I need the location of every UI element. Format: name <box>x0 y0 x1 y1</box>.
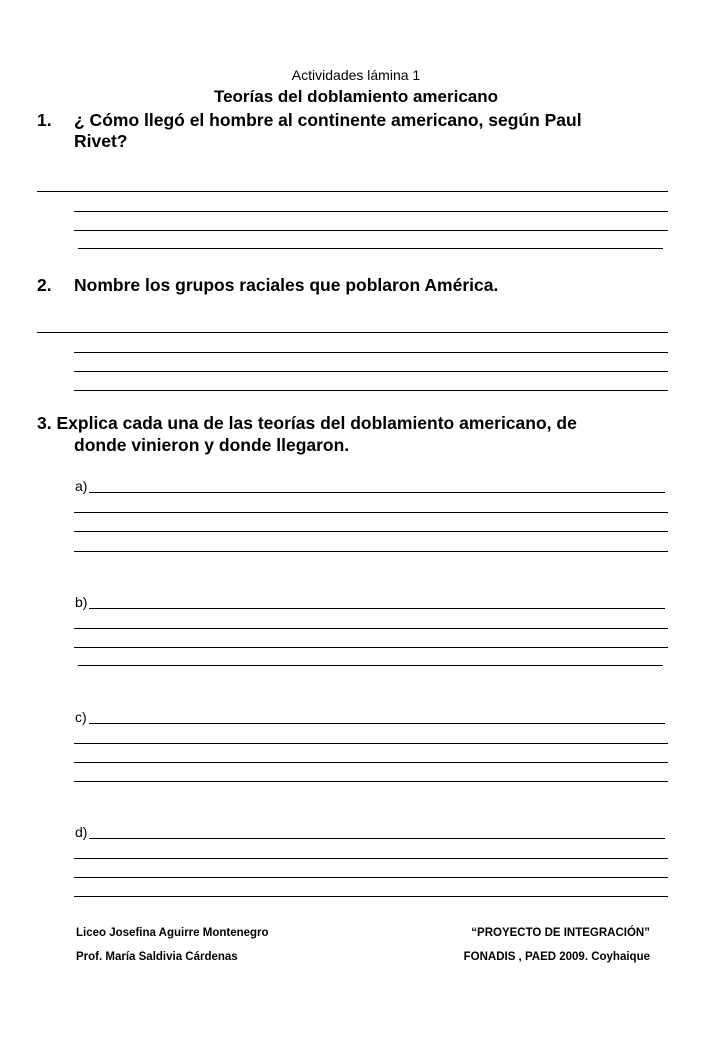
question-2-number: 2. <box>37 275 52 295</box>
answer-line <box>74 762 668 763</box>
part-c-label: c) <box>75 709 87 725</box>
answer-line <box>89 492 665 493</box>
question-3-text-line2: donde vinieron y donde llegaron. <box>74 435 350 455</box>
answer-line <box>74 781 668 782</box>
answer-line <box>74 647 668 648</box>
answer-line <box>74 352 668 353</box>
answer-line <box>78 665 663 666</box>
footer-school: Liceo Josefina Aguirre Montenegro <box>76 927 269 939</box>
question-3-number: 3. <box>37 413 52 433</box>
answer-line <box>37 332 668 333</box>
answer-line <box>74 390 668 391</box>
part-a-label: a) <box>75 478 88 494</box>
worksheet-subtitle: Actividades lámina 1 <box>291 67 421 83</box>
answer-line <box>89 608 665 609</box>
answer-line <box>78 248 663 249</box>
question-2-text: Nombre los grupos raciales que poblaron América. <box>74 275 499 295</box>
answer-line <box>74 211 668 212</box>
question-1-number: 1. <box>37 110 52 130</box>
worksheet-title: Teorías del doblamiento americano <box>213 87 499 106</box>
question-1-text <box>74 110 674 152</box>
question-3-text <box>37 412 668 456</box>
answer-line <box>89 838 665 839</box>
answer-line <box>74 230 668 231</box>
answer-line <box>89 723 665 724</box>
answer-line <box>74 743 668 744</box>
answer-line <box>37 191 668 192</box>
answer-line <box>74 531 668 532</box>
footer-teacher: Prof. María Saldivia Cárdenas <box>76 951 238 963</box>
answer-line <box>74 371 668 372</box>
answer-line <box>74 551 668 552</box>
answer-line <box>74 512 668 513</box>
question-1-text-line1: ¿ Cómo llegó el hombre al continente americano, según Paul <box>74 110 582 130</box>
answer-line <box>74 896 668 897</box>
footer-program: FONADIS , PAED 2009. Coyhaique <box>463 951 650 963</box>
answer-line <box>74 628 668 629</box>
answer-line <box>74 858 668 859</box>
answer-line <box>74 877 668 878</box>
part-d-label: d) <box>75 824 88 840</box>
question-1-text-line2: Rivet? <box>74 131 128 151</box>
question-3-text-line1: Explica cada una de las teorías del doblamiento americano, de <box>56 413 577 433</box>
part-b-label: b) <box>75 594 88 610</box>
footer-project: “PROYECTO DE INTEGRACIÓN” <box>471 927 650 939</box>
